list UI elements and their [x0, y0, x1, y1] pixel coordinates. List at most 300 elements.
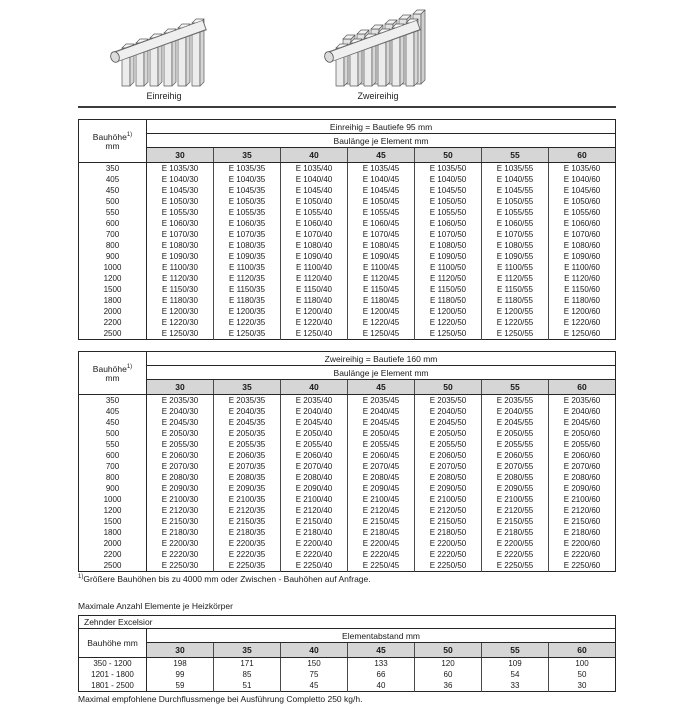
cell: 30 — [549, 680, 616, 692]
cell: E 2045/55 — [482, 417, 549, 428]
column-header: 40 — [281, 148, 348, 163]
cell: E 1055/45 — [348, 207, 415, 218]
cell: E 1045/30 — [147, 185, 214, 196]
cell: E 1060/30 — [147, 218, 214, 229]
table-subtitle: Baulänge je Element mm — [147, 134, 616, 148]
cell: E 2220/50 — [415, 549, 482, 560]
cell: E 2220/30 — [147, 549, 214, 560]
row-label: 1000 — [79, 494, 147, 505]
row-header-text: Bauhöhe — [92, 363, 127, 374]
cell: E 1220/55 — [482, 317, 549, 328]
cell: 100 — [549, 658, 616, 670]
table-title-row — [79, 629, 616, 643]
column-header: 30 — [147, 380, 214, 395]
cell: 51 — [214, 680, 281, 692]
cell: E 1035/35 — [214, 163, 281, 175]
cell: 45 — [281, 680, 348, 692]
row-label: 1800 — [79, 295, 147, 306]
cell: E 2250/60 — [549, 560, 616, 572]
table-row — [79, 658, 616, 670]
cell: E 1250/50 — [415, 328, 482, 340]
row-label: 350 — [79, 395, 147, 407]
row-label: 2200 — [79, 317, 147, 328]
cell: E 1045/40 — [281, 185, 348, 196]
cell: 75 — [281, 669, 348, 680]
cell: E 1050/45 — [348, 196, 415, 207]
cell: E 2055/45 — [348, 439, 415, 450]
row-label: 1200 — [79, 273, 147, 284]
cell: E 2040/30 — [147, 406, 214, 417]
cell: E 1050/55 — [482, 196, 549, 207]
cell: E 2035/50 — [415, 395, 482, 407]
column-header-row — [79, 148, 616, 163]
cell: E 2120/40 — [281, 505, 348, 516]
cell: E 1150/60 — [549, 284, 616, 295]
column-header: 40 — [281, 380, 348, 395]
cell: E 1100/55 — [482, 262, 549, 273]
cell: E 2100/55 — [482, 494, 549, 505]
row-label: 600 — [79, 450, 147, 461]
cell: E 2080/45 — [348, 472, 415, 483]
row-label: 900 — [79, 251, 147, 262]
column-header: 55 — [482, 148, 549, 163]
cell: E 1250/35 — [214, 328, 281, 340]
cell: E 1220/40 — [281, 317, 348, 328]
cell: E 2080/55 — [482, 472, 549, 483]
cell: E 1100/50 — [415, 262, 482, 273]
cell: E 1055/60 — [549, 207, 616, 218]
cell: E 2100/60 — [549, 494, 616, 505]
cell: E 2100/50 — [415, 494, 482, 505]
cell: E 2180/40 — [281, 527, 348, 538]
table-subtitle-row — [79, 366, 616, 380]
row-label: 550 — [79, 439, 147, 450]
cell: E 1150/35 — [214, 284, 281, 295]
cell: E 1070/45 — [348, 229, 415, 240]
cell: E 2035/35 — [214, 395, 281, 407]
cell: E 1080/60 — [549, 240, 616, 251]
cell: E 1150/55 — [482, 284, 549, 295]
cell: 60 — [415, 669, 482, 680]
table-row — [79, 549, 616, 560]
cell: E 1090/60 — [549, 251, 616, 262]
table-row — [79, 196, 616, 207]
cell: E 2120/45 — [348, 505, 415, 516]
cell: E 1045/55 — [482, 185, 549, 196]
row-label: 2200 — [79, 549, 147, 560]
table-row — [79, 317, 616, 328]
cell: E 1035/40 — [281, 163, 348, 175]
column-header: 55 — [482, 380, 549, 395]
footnote — [78, 574, 616, 584]
table-body — [79, 163, 616, 340]
row-label: 550 — [79, 207, 147, 218]
datasheet-page — [0, 6, 700, 706]
cell: 36 — [415, 680, 482, 692]
cell: E 1200/55 — [482, 306, 549, 317]
cell: E 1040/45 — [348, 174, 415, 185]
max-elements-table — [78, 615, 616, 692]
cell: E 2045/40 — [281, 417, 348, 428]
cell: 120 — [415, 658, 482, 670]
cell: E 2060/60 — [549, 450, 616, 461]
cell: E 1070/30 — [147, 229, 214, 240]
cell: E 1040/35 — [214, 174, 281, 185]
cell: E 2200/30 — [147, 538, 214, 549]
cell: E 2120/60 — [549, 505, 616, 516]
cell: E 2040/50 — [415, 406, 482, 417]
section-title: Maximale Anzahl Elemente je Heizkörper — [78, 601, 233, 611]
table-row — [79, 251, 616, 262]
cell: 50 — [549, 669, 616, 680]
table-row — [79, 229, 616, 240]
cell: E 2070/35 — [214, 461, 281, 472]
cell: E 1050/60 — [549, 196, 616, 207]
table-row — [79, 174, 616, 185]
cell: E 2120/35 — [214, 505, 281, 516]
cell: 109 — [482, 658, 549, 670]
cell: E 1070/50 — [415, 229, 482, 240]
row-label: 800 — [79, 240, 147, 251]
cell: E 2070/50 — [415, 461, 482, 472]
cell: E 1090/40 — [281, 251, 348, 262]
row-label: 405 — [79, 174, 147, 185]
cell: E 1050/35 — [214, 196, 281, 207]
cell: E 2050/60 — [549, 428, 616, 439]
cell: E 2120/50 — [415, 505, 482, 516]
cell: 85 — [214, 669, 281, 680]
cell: E 1250/40 — [281, 328, 348, 340]
column-header: 60 — [549, 643, 616, 658]
row-header-bauhoehe: Bauhöhe mm — [79, 629, 147, 658]
cell: E 2035/30 — [147, 395, 214, 407]
zweireihig-label: Zweireihig — [357, 91, 399, 101]
table-row — [79, 406, 616, 417]
cell: E 1035/45 — [348, 163, 415, 175]
cell: E 2060/50 — [415, 450, 482, 461]
cell: E 2220/40 — [281, 549, 348, 560]
footnote-text: Größere Bauhöhen bis zu 4000 mm oder Zwischen - Bauhöhen auf Anfrage. — [83, 574, 371, 584]
row-label: 700 — [79, 461, 147, 472]
cell: E 2045/35 — [214, 417, 281, 428]
row-label: 700 — [79, 229, 147, 240]
cell: E 2060/40 — [281, 450, 348, 461]
row-label: 350 - 1200 — [79, 658, 147, 670]
cell: E 2200/60 — [549, 538, 616, 549]
cell: E 2040/60 — [549, 406, 616, 417]
cell: E 1220/30 — [147, 317, 214, 328]
cell: E 1090/30 — [147, 251, 214, 262]
row-label: 800 — [79, 472, 147, 483]
cell: E 1060/50 — [415, 218, 482, 229]
row-header-text: Bauhöhe — [92, 131, 127, 142]
table-row — [79, 669, 616, 680]
row-label: 1200 — [79, 505, 147, 516]
cell: E 2200/35 — [214, 538, 281, 549]
cell: E 2080/30 — [147, 472, 214, 483]
cell: E 1070/60 — [549, 229, 616, 240]
cell: E 2220/35 — [214, 549, 281, 560]
cell: 150 — [281, 658, 348, 670]
cell: E 2250/30 — [147, 560, 214, 572]
cell: E 1180/30 — [147, 295, 214, 306]
table-subtitle-row — [79, 134, 616, 148]
cell: E 1040/40 — [281, 174, 348, 185]
cell: E 1040/55 — [482, 174, 549, 185]
table-row — [79, 240, 616, 251]
row-header-bauhoehe — [79, 352, 147, 395]
cell: E 1040/30 — [147, 174, 214, 185]
cell: E 2220/60 — [549, 549, 616, 560]
cell: E 2080/50 — [415, 472, 482, 483]
cell: E 1180/45 — [348, 295, 415, 306]
row-label: 1500 — [79, 516, 147, 527]
cell: 133 — [348, 658, 415, 670]
row-header-unit: mm — [105, 140, 120, 151]
column-header: 35 — [214, 380, 281, 395]
column-header: 40 — [281, 643, 348, 658]
cell: E 1045/50 — [415, 185, 482, 196]
row-label: 1500 — [79, 284, 147, 295]
cell: E 2050/45 — [348, 428, 415, 439]
table-row — [79, 439, 616, 450]
column-header: 45 — [348, 643, 415, 658]
cell: E 2035/55 — [482, 395, 549, 407]
row-label: 900 — [79, 483, 147, 494]
table-row — [79, 417, 616, 428]
column-header: 35 — [214, 643, 281, 658]
column-header-row — [79, 380, 616, 395]
cell: E 2040/35 — [214, 406, 281, 417]
cell: 33 — [482, 680, 549, 692]
cell: E 1200/35 — [214, 306, 281, 317]
row-label: 2000 — [79, 306, 147, 317]
cell: E 2200/40 — [281, 538, 348, 549]
cell: E 1200/50 — [415, 306, 482, 317]
cell: E 1180/50 — [415, 295, 482, 306]
cell: E 2150/60 — [549, 516, 616, 527]
cell: E 2040/40 — [281, 406, 348, 417]
cell: E 1120/45 — [348, 273, 415, 284]
cell: E 1045/45 — [348, 185, 415, 196]
cell: E 2055/30 — [147, 439, 214, 450]
cell: E 1035/55 — [482, 163, 549, 175]
cell: E 2035/60 — [549, 395, 616, 407]
cell: E 2045/30 — [147, 417, 214, 428]
table-row — [79, 538, 616, 549]
cell: E 2150/30 — [147, 516, 214, 527]
table-row — [79, 295, 616, 306]
cell: E 1080/40 — [281, 240, 348, 251]
column-header: 55 — [482, 643, 549, 658]
row-label: 600 — [79, 218, 147, 229]
cell: E 2060/35 — [214, 450, 281, 461]
cell: E 1035/30 — [147, 163, 214, 175]
cell: E 2180/35 — [214, 527, 281, 538]
cell: E 2070/45 — [348, 461, 415, 472]
cell: 198 — [147, 658, 214, 670]
cell: 171 — [214, 658, 281, 670]
cell: E 2180/45 — [348, 527, 415, 538]
cell: E 2050/35 — [214, 428, 281, 439]
cell: E 1200/45 — [348, 306, 415, 317]
brand-row — [79, 616, 616, 629]
cell: E 1150/30 — [147, 284, 214, 295]
cell: E 2100/30 — [147, 494, 214, 505]
cell: E 2250/45 — [348, 560, 415, 572]
footnote-marker: 1) — [78, 574, 84, 581]
cell: E 1060/40 — [281, 218, 348, 229]
table-row — [79, 450, 616, 461]
cell: E 1200/40 — [281, 306, 348, 317]
cell: E 1250/55 — [482, 328, 549, 340]
cell: E 1060/45 — [348, 218, 415, 229]
cell: E 1055/40 — [281, 207, 348, 218]
cell: E 2070/30 — [147, 461, 214, 472]
cell: E 1045/60 — [549, 185, 616, 196]
cell: E 1220/45 — [348, 317, 415, 328]
cell: E 2055/35 — [214, 439, 281, 450]
row-label: 1201 - 1800 — [79, 669, 147, 680]
cell: E 2150/50 — [415, 516, 482, 527]
column-header: 60 — [549, 380, 616, 395]
cell: E 2055/50 — [415, 439, 482, 450]
table-body — [79, 658, 616, 692]
cell: E 1060/60 — [549, 218, 616, 229]
table-row — [79, 428, 616, 439]
cell: 66 — [348, 669, 415, 680]
cell: E 1035/60 — [549, 163, 616, 175]
cell: E 2090/45 — [348, 483, 415, 494]
table-row — [79, 483, 616, 494]
einreihig-label: Einreihig — [146, 91, 182, 101]
cell: E 2100/35 — [214, 494, 281, 505]
section-divider — [78, 106, 616, 108]
table-row — [79, 273, 616, 284]
cell: E 2200/45 — [348, 538, 415, 549]
cell: E 2150/35 — [214, 516, 281, 527]
table-row — [79, 284, 616, 295]
row-label: 2500 — [79, 328, 147, 340]
cell: E 1070/35 — [214, 229, 281, 240]
cell: E 2050/55 — [482, 428, 549, 439]
cell: E 1060/55 — [482, 218, 549, 229]
cell: E 1100/35 — [214, 262, 281, 273]
cell: E 1100/30 — [147, 262, 214, 273]
cell: E 2055/55 — [482, 439, 549, 450]
cell: E 1080/50 — [415, 240, 482, 251]
cell: 40 — [348, 680, 415, 692]
cell: E 2180/30 — [147, 527, 214, 538]
cell: E 1220/35 — [214, 317, 281, 328]
cell: E 1180/35 — [214, 295, 281, 306]
row-label: 350 — [79, 163, 147, 175]
table-row — [79, 494, 616, 505]
table-title: Einreihig = Bautiefe 95 mm — [147, 120, 616, 134]
cell: E 1040/50 — [415, 174, 482, 185]
cell: E 1200/60 — [549, 306, 616, 317]
cell: E 1050/50 — [415, 196, 482, 207]
cell: E 2090/40 — [281, 483, 348, 494]
table-row — [79, 163, 616, 175]
table-title: Elementabstand mm — [147, 629, 616, 643]
cell: E 1220/50 — [415, 317, 482, 328]
cell: E 1055/50 — [415, 207, 482, 218]
cell: E 1100/45 — [348, 262, 415, 273]
cell: E 2080/40 — [281, 472, 348, 483]
table-row — [79, 185, 616, 196]
cell: E 1050/30 — [147, 196, 214, 207]
cell: E 2060/55 — [482, 450, 549, 461]
cell: E 2120/55 — [482, 505, 549, 516]
cell: E 1180/60 — [549, 295, 616, 306]
cell: E 1080/30 — [147, 240, 214, 251]
table-title-row — [79, 120, 616, 134]
column-header: 50 — [415, 148, 482, 163]
table-row — [79, 218, 616, 229]
cell: E 2180/60 — [549, 527, 616, 538]
table-row — [79, 560, 616, 572]
row-label: 2500 — [79, 560, 147, 572]
table-row — [79, 505, 616, 516]
cell: E 2055/60 — [549, 439, 616, 450]
cell: E 1120/55 — [482, 273, 549, 284]
table-row — [79, 395, 616, 407]
row-label: 405 — [79, 406, 147, 417]
cell: E 1080/45 — [348, 240, 415, 251]
row-header-bauhoehe — [79, 120, 147, 163]
cell: E 1120/35 — [214, 273, 281, 284]
cell: E 1150/40 — [281, 284, 348, 295]
cell: E 1040/60 — [549, 174, 616, 185]
table-row — [79, 328, 616, 340]
table-body — [79, 395, 616, 572]
einreihig-table — [78, 119, 616, 340]
cell: E 1090/50 — [415, 251, 482, 262]
cell: E 2250/35 — [214, 560, 281, 572]
cell: E 1090/55 — [482, 251, 549, 262]
cell: E 2120/30 — [147, 505, 214, 516]
cell: E 1250/30 — [147, 328, 214, 340]
row-label: 450 — [79, 185, 147, 196]
row-header-unit: mm — [105, 372, 120, 383]
column-header: 30 — [147, 643, 214, 658]
cell: E 2090/55 — [482, 483, 549, 494]
cell: E 1180/40 — [281, 295, 348, 306]
cell: E 1150/45 — [348, 284, 415, 295]
footer-note: Maximal empfohlene Durchflussmenge bei Ausführung Completto 250 kg/h. — [78, 694, 363, 704]
cell: E 2035/45 — [348, 395, 415, 407]
cell: E 2100/40 — [281, 494, 348, 505]
cell: E 1120/30 — [147, 273, 214, 284]
cell: E 2150/45 — [348, 516, 415, 527]
cell: E 2100/45 — [348, 494, 415, 505]
column-header: 50 — [415, 380, 482, 395]
brand-name: Zehnder Excelsior — [79, 616, 616, 629]
cell: E 2040/45 — [348, 406, 415, 417]
table-row — [79, 680, 616, 692]
cell: E 2045/50 — [415, 417, 482, 428]
cell: 54 — [482, 669, 549, 680]
cell: E 1120/50 — [415, 273, 482, 284]
table-row — [79, 516, 616, 527]
cell: E 1180/55 — [482, 295, 549, 306]
cell: E 1045/35 — [214, 185, 281, 196]
cell: E 2220/45 — [348, 549, 415, 560]
row-label: 450 — [79, 417, 147, 428]
cell: E 1120/60 — [549, 273, 616, 284]
column-header: 45 — [348, 380, 415, 395]
